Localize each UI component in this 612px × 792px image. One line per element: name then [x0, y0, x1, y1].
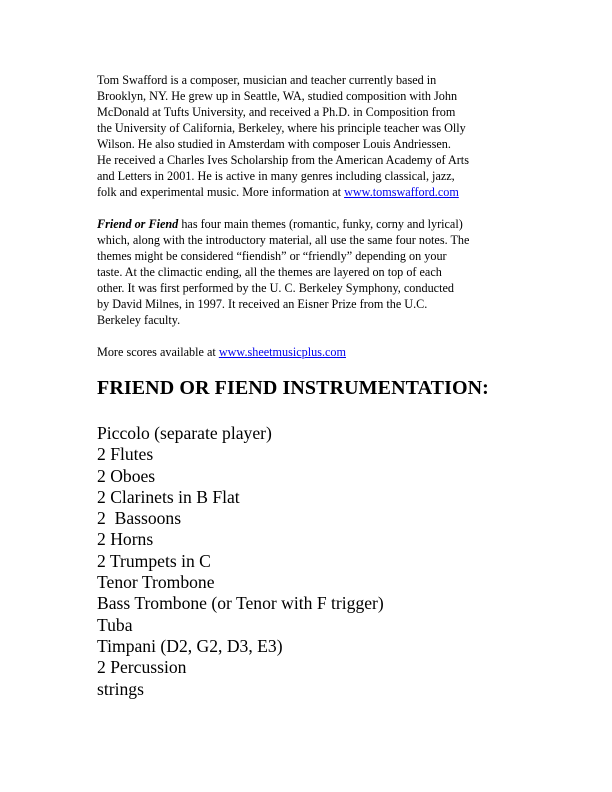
description-line: which, along with the introductory material, all use the same four notes. The — [97, 233, 470, 247]
bio-line: He received a Charles Ives Scholarship from the American Academy of Arts — [97, 153, 469, 167]
instrument-item: 2 Bassoons — [97, 508, 182, 529]
bio-line: Wilson. He also studied in Amsterdam with composer Louis Andriessen. — [97, 137, 451, 151]
sheetmusicplus-link[interactable]: www.sheetmusicplus.com — [218, 345, 346, 359]
instrument-item: Bass Trombone (or Tenor with F trigger) — [97, 593, 384, 614]
instrument-item: 2 Flutes — [97, 444, 154, 465]
composer-bio-paragraph — [97, 72, 527, 200]
description-line: themes might be considered “fiendish” or “friendly” depending on your — [97, 249, 447, 263]
bio-line: Brooklyn, NY. He grew up in Seattle, WA, studied composition with John — [97, 89, 458, 103]
instrument-item: 2 Percussion — [97, 657, 187, 678]
instrument-item: Piccolo (separate player) — [97, 423, 272, 443]
work-description-paragraph — [97, 216, 527, 328]
instrument-item: 2 Horns — [97, 529, 154, 550]
more-scores-text: More scores available at — [97, 345, 219, 359]
instrument-item: Tenor Trombone — [97, 572, 215, 593]
instrument-item: 2 Trumpets in C — [97, 550, 211, 571]
instrument-item: 2 Oboes — [97, 465, 156, 486]
instrument-item: 2 Clarinets in B Flat — [97, 486, 240, 507]
instrumentation-heading: FRIEND OR FIEND INSTRUMENTATION: — [97, 377, 489, 399]
bio-line: folk and experimental music. More information at — [97, 185, 345, 199]
description-line: Berkeley faculty. — [97, 313, 181, 327]
description-line: by David Milnes, in 1997. It received an Eisner Prize from the U.C. — [97, 297, 428, 311]
document-page — [97, 72, 527, 700]
description-line: other. It was first performed by the U. C. Berkeley Symphony, conducted — [97, 281, 454, 295]
bio-line: McDonald at Tufts University, and received a Ph.D. in Composition from — [97, 105, 456, 119]
instrumentation-list — [97, 423, 527, 700]
bio-line: the University of California, Berkeley, where his principle teacher was Olly — [97, 121, 466, 135]
description-line: taste. At the climactic ending, all the themes are layered on top of each — [97, 265, 442, 279]
bio-line: and Letters in 2001. He is active in many genres including classical, jazz, — [97, 169, 455, 183]
work-title: Friend or Fiend — [97, 217, 179, 231]
instrument-item: Timpani (D2, G2, D3, E3) — [97, 635, 283, 656]
instrument-item: strings — [97, 678, 144, 699]
composer-website-link[interactable]: www.tomswafford.com — [344, 185, 459, 199]
more-scores-line — [97, 344, 527, 360]
bio-line: Tom Swafford is a composer, musician and teacher currently based in — [97, 73, 437, 87]
description-line: has four main themes (romantic, funky, corny and lyrical) — [178, 217, 463, 231]
instrument-item: Tuba — [97, 614, 133, 635]
